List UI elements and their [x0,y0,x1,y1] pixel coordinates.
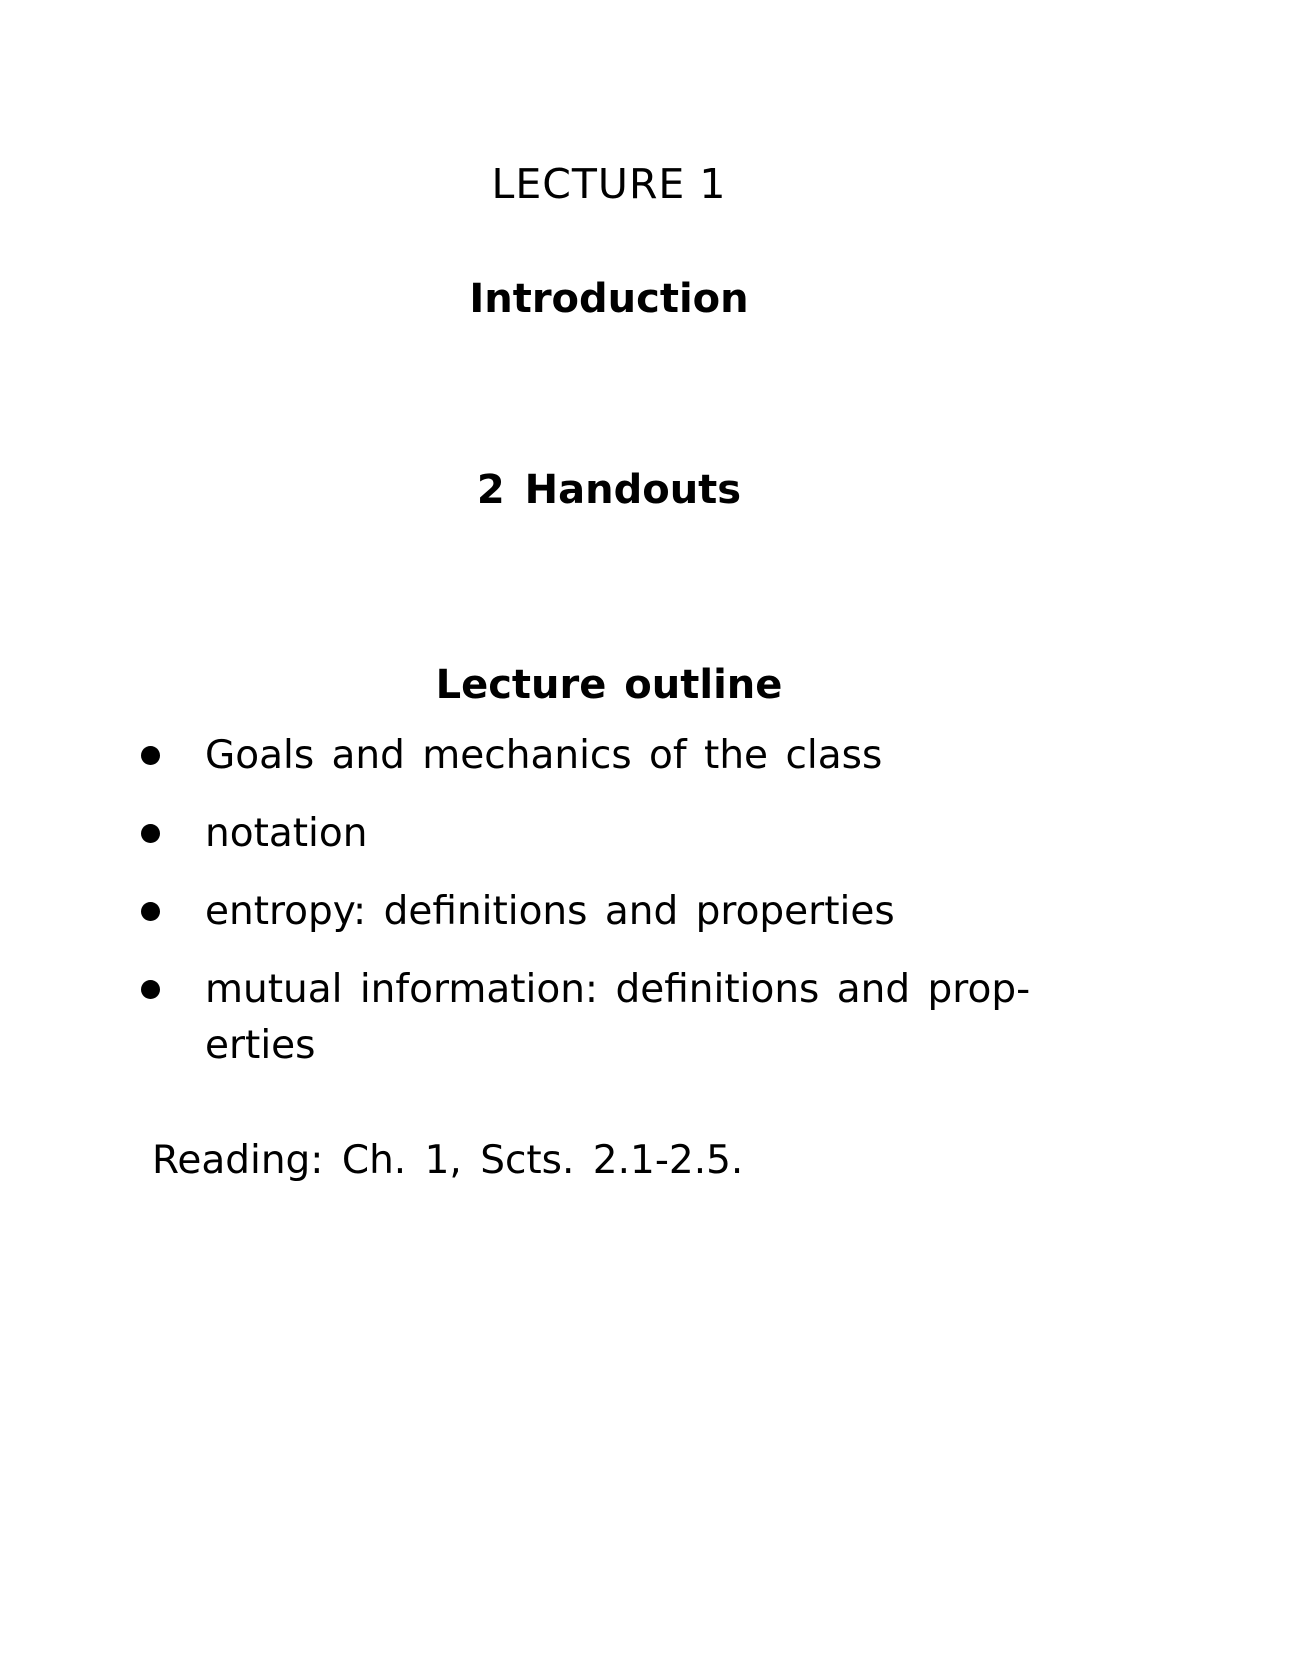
lecture-number: LECTURE 1 [491,160,727,208]
outline-item-continuation-text: erties [205,1023,316,1068]
outline-item-text: Goals and mechanics of the class [205,733,883,778]
handouts-note: 2 Handouts [476,467,742,513]
bullet-icon [141,980,160,999]
outline-item-text: notation [205,811,368,856]
bullet-icon [141,746,160,765]
bullet-icon [141,824,160,843]
outline-item-text: entropy: definitions and properties [205,889,895,934]
bullet-icon [141,902,160,921]
reading-assignment: Reading: Ch. 1, Scts. 2.1-2.5. [152,1138,744,1183]
outline-item-text: mutual information: definitions and prop- [205,967,1031,1012]
lecture-title: Introduction [469,276,749,322]
outline-heading: Lecture outline [435,662,783,708]
